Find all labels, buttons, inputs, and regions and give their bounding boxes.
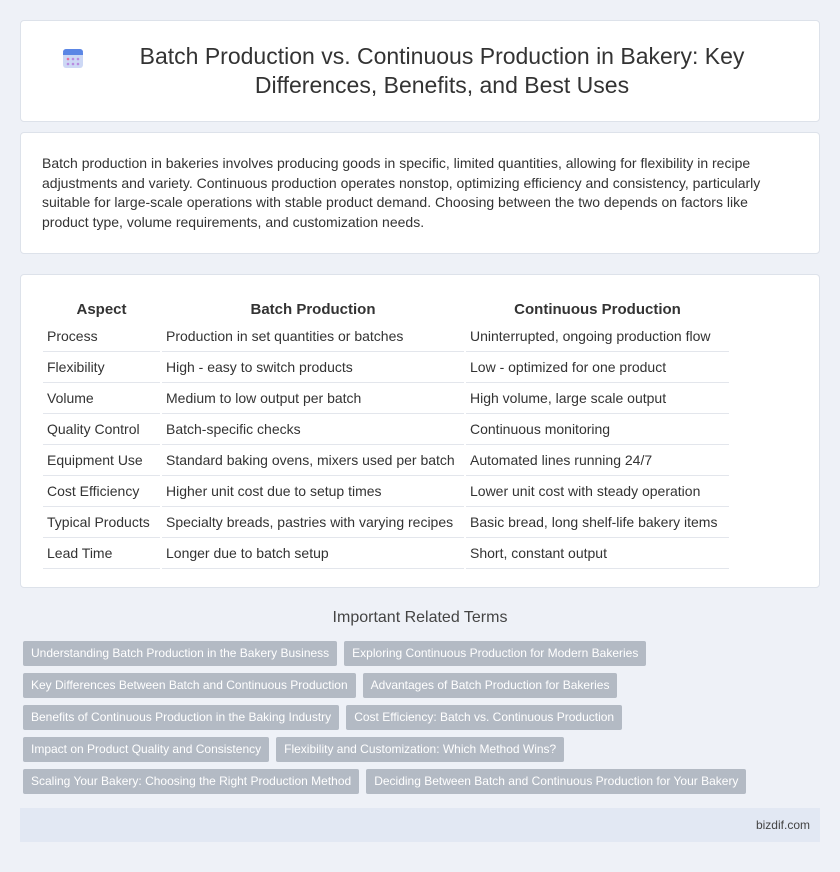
cell-batch: High - easy to switch products xyxy=(162,352,464,383)
intro-card xyxy=(20,132,820,254)
cell-batch: Higher unit cost due to setup times xyxy=(162,476,464,507)
tag-row xyxy=(23,705,803,730)
tag-row xyxy=(23,641,803,666)
cell-aspect: Cost Efficiency xyxy=(43,476,160,507)
table-header-row xyxy=(43,297,729,321)
related-terms-title: Important Related Terms xyxy=(332,609,508,626)
related-term-link[interactable]: Scaling Your Bakery: Choosing the Right Production Method xyxy=(23,769,359,794)
tag-row xyxy=(23,673,803,698)
cell-continuous: Uninterrupted, ongoing production flow xyxy=(466,321,729,352)
cell-continuous: Low - optimized for one product xyxy=(466,352,729,383)
cell-continuous: Basic bread, long shelf-life bakery items xyxy=(466,507,729,538)
cell-continuous: Lower unit cost with steady operation xyxy=(466,476,729,507)
related-term-link[interactable]: Impact on Product Quality and Consistency xyxy=(23,737,269,762)
table-row xyxy=(43,476,729,507)
table-row xyxy=(43,507,729,538)
cell-continuous: Short, constant output xyxy=(466,538,729,569)
related-term-link[interactable]: Flexibility and Customization: Which Method Wins? xyxy=(276,737,564,762)
table-row xyxy=(43,445,729,476)
cell-aspect: Flexibility xyxy=(43,352,160,383)
cell-aspect: Process xyxy=(43,321,160,352)
footer-site-link[interactable]: bizdif.com xyxy=(755,818,810,832)
cell-continuous: Continuous monitoring xyxy=(466,414,729,445)
table-row xyxy=(43,383,729,414)
cell-aspect: Volume xyxy=(43,383,160,414)
footer-bar xyxy=(20,808,820,842)
related-term-link[interactable]: Exploring Continuous Production for Modern Bakeries xyxy=(344,641,646,666)
cell-continuous: High volume, large scale output xyxy=(466,383,729,414)
related-term-link[interactable]: Deciding Between Batch and Continuous Production for Your Bakery xyxy=(366,769,746,794)
table-row xyxy=(43,414,729,445)
cell-batch: Batch-specific checks xyxy=(162,414,464,445)
comparison-table-card xyxy=(20,274,820,588)
cell-aspect: Quality Control xyxy=(43,414,160,445)
table-row xyxy=(43,538,729,569)
intro-paragraph: Batch production in bakeries involves producing goods in specific, limited quantities, allowing for flexibility in recipe adjustments and variety. Continuous production operates nonstop, optimizing efficiency and consistency, particularly suitable for large-scale operations with stable product demand. Choosing between the two depends on factors like product type, volume requirements, and customization needs. xyxy=(42,155,761,230)
cell-aspect: Lead Time xyxy=(43,538,160,569)
tag-row xyxy=(23,769,803,794)
calendar-icon xyxy=(61,46,85,70)
related-term-link[interactable]: Understanding Batch Production in the Bakery Business xyxy=(23,641,337,666)
cell-aspect: Typical Products xyxy=(43,507,160,538)
related-term-link[interactable]: Benefits of Continuous Production in the Baking Industry xyxy=(23,705,339,730)
cell-batch: Medium to low output per batch xyxy=(162,383,464,414)
tag-row xyxy=(23,737,803,762)
header-card xyxy=(20,20,820,122)
cell-batch: Production in set quantities or batches xyxy=(162,321,464,352)
comparison-table xyxy=(41,297,731,569)
cell-aspect: Equipment Use xyxy=(43,445,160,476)
table-row xyxy=(43,321,729,352)
title-wrap xyxy=(61,42,779,100)
header-batch-production: Batch Production xyxy=(250,300,376,318)
page-title: Batch Production vs. Continuous Production in Bakery: Key Differences, Benefits, and Best Uses xyxy=(139,43,745,98)
related-terms-tags xyxy=(23,641,803,801)
cell-batch: Longer due to batch setup xyxy=(162,538,464,569)
related-term-link[interactable]: Key Differences Between Batch and Continuous Production xyxy=(23,673,356,698)
related-term-link[interactable]: Cost Efficiency: Batch vs. Continuous Production xyxy=(346,705,622,730)
cell-continuous: Automated lines running 24/7 xyxy=(466,445,729,476)
cell-batch: Specialty breads, pastries with varying recipes xyxy=(162,507,464,538)
header-continuous-production: Continuous Production xyxy=(514,300,681,318)
table-row xyxy=(43,352,729,383)
cell-batch: Standard baking ovens, mixers used per batch xyxy=(162,445,464,476)
related-term-link[interactable]: Advantages of Batch Production for Bakeries xyxy=(363,673,618,698)
header-aspect: Aspect xyxy=(76,300,127,318)
